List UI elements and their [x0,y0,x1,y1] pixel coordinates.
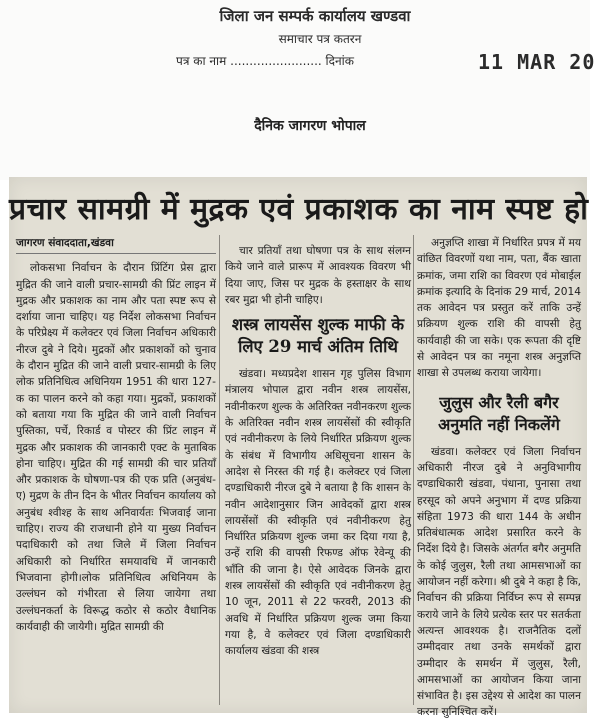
paper-name-blank: ........................ [230,54,322,68]
byline: जागरण संवाददाता,खंडवा [16,235,216,254]
subheadline-arms-licence: शस्त्र लायसेंस शुल्क माफी के लिए 29 मार्च अंतिम तिथि [231,315,405,357]
article-paragraph: अनुज्ञप्ति शाखा में निर्धारित प्रपत्र में मय वांछित विवरणों यथा नाम, पता, बैंक खाता क्रमांक, जमा राशि का विवरण एवं मोबाईल क्रमांक इत्यादि के दिनांक 29 मार्च, 2014 तक आवेदन पत्र प्रस्तुत करें ताकि उन्हें प्रक्रियण शुल्क राशि की वापसी हेतु कार्यवाही की जा सके। एक रूपता की दृष्टि से आवेदन पत्र का नमूना शस्त्र अनुज्ञप्ति शाखा से उपलब्ध कराया जायेगा। [417,237,581,380]
column-divider [413,235,414,705]
date-stamp: 11 MAR 20 [478,50,595,74]
date-label: दिनांक [325,54,355,68]
clipping-sheet-header [0,0,595,180]
article-column-3 [417,235,582,719]
paper-name-row [176,52,354,69]
article-paragraph: खंडवा। कलेक्टर एवं जिला निर्वाचन अधिकारी नीरज दुबे ने अनुविभागीय दण्डाधिकारी खंडवा, पंधाना, पुनासा तथा हरसूद को अपने अनुभाग में दण्ड प्रक्रिया संहिता 1973 की धारा 144 के अधीन प्रतिबंधात्मक आदेश प्रसारित करने के निर्देश दिये है। जिसके अंतर्गत बगैर अनुमति के कोई जुलुस, रैली तथा आमसभाओं का आयोजन नहीं करेगा। श्री दुबे ने कहा है कि, निर्वाचन की प्रक्रिया निर्विघ्न रूप से सम्पन्न कराये जाने के लिये प्रत्येक स्तर पर सतर्कता अत्यन्त आवश्यक है। राजनैतिक दलों उम्मीदवार तथा उनके समर्थकों द्वारा उम्मीदार के समर्थन में जुलुस, रैली, आमसभाओं का आयोजन किया जाना संभावित है। इस उद्देश्य से आदेश का पालन करना सुनिश्चित करें। [417,445,582,719]
article-paragraph: चार प्रतियाँ तथा घोषणा पत्र के साथ संलग्न किये जाने वाले प्रारूप में आवश्यक विवरण भी दिया जाए, जिस पर मुद्रक के हस्ताक्षर के साथ रबर मुद्रा भी होनी चाहिए। [225,245,411,306]
newspaper-clipping [9,177,589,719]
clipping-label: समाचार पत्र कतरन [278,32,362,46]
column-divider [219,235,220,705]
source-newspaper: दैनिक जागरण भोपाल [254,118,366,134]
article-paragraph: लोकसभा निर्वाचन के दौरान प्रिंटिंग प्रेस द्वारा मुद्रित की जाने वाली प्रचार-सामग्री की प्रिंट लाइन में मुद्रक और प्रकाशक का नाम और पता स्पष्ट रूप से दर्शाया जाना चाहिए। यह निर्देश लोकसभा निर्वाचन के परिप्रेक्ष्य में कलेक्टर एवं जिला निर्वाचन अधिकारी नीरज दुबे ने दिये। मुद्रकों और प्रकाशकों को चुनाव के दौरान मुद्रित की जाने वाली प्रचार-सामग्री के लिए लोक प्रतिनिधित्व अधिनियम 1951 की धारा 127-क का पालन करने को कहा गया। मुद्रकों, प्रकाशकों को बताया गया कि मुद्रित की जाने वाली निर्वाचन पुस्तिका, पर्चे, रिकार्ड व पोस्टर की प्रिंट लाइन में मुद्रक और प्रकाशक की जानकारी एक्ट के मुताबिक होना चाहिए। मुद्रित की गई सामग्री की चार प्रतियाँ और प्रकाशक के घोषणा-पत्र की एक प्रति (अनुबंध-ए) मुद्रण के तीन दिन के भीतर निर्वाचन कार्यालय को अनुबंध श्वीश्ह के साथ अनिवार्यतः भिजवाई जाना चाहिए। राज्य की राजधानी होने या मुख्य निर्वाचन पदाधिकारी को तथा जिले में जिला निर्वाचन अधिकारी को निर्धारित समयावधि में जानकारी भिजवाना होगी।लोक प्रतिनिधित्व अधिनियम के उल्लंघन को गंभीरता से लिया जायेगा तथा उल्लंघनकर्ता के विरूद्ध कठोर से कठोर वैधानिक कार्यवाही की जायेगी। मुद्रित सामग्री की [16,262,216,633]
article-column-2 [225,243,411,705]
subheadline-rally-permission: जुलुस और रैली बगैर अनुमति नहीं निकलेंगे [438,392,560,434]
office-name: जिला जन सम्पर्क कार्यालय खण्डवा [219,7,411,25]
article-column-1 [16,235,216,705]
article-headline: प्रचार सामग्री में मुद्रक एवं प्रकाशक का नाम स्पष्ट हो [9,192,589,227]
article-paragraph: खंडवा। मध्यप्रदेश शासन गृह पुलिस विभाग मंत्रालय भोपाल द्वारा नवीन शस्त्र लायसेंस, नवीनीकरण शुल्क के अतिरिक्त नवीनकरण शुल्क के अतिरिक्त नवीन शस्त्र लायसेंसों की स्वीकृति एवं नवीनीकरण के लिये निर्धारित प्रक्रियण शुल्क के संबंध में विभागीय अधिसूचना शासन के आदेश से निरस्त की गई है। कलेक्टर एवं जिला दण्डाधिकारी नीरज दुबे ने बताया है कि शासन के नवीन आदेशानुसार जिन आवेदकों द्वारा शस्त्र लायसेंसों की स्वीकृति एवं नवीनीकरण हेतु निर्धारित प्रक्रियण शुल्क जमा कर दिया गया है, उन्हें राशि की वापसी रिफण्ड ऑफ रेवेन्यू की भाँति की जाना है। ऐसे आवेदक जिनके द्वारा शस्त्र लायसेंसों की स्वीकृति एवं नवीनीकरण हेतु 10 जून, 2011 से 22 फरवरी, 2013 की अवधि में निर्धारित प्रक्रियण शुल्क जमा किया गया है, वे कलेक्टर एवं जिला दण्डाधिकारी कार्यालय खंडवा की शस्त्र [225,368,411,658]
paper-name-label: पत्र का नाम [176,54,227,68]
